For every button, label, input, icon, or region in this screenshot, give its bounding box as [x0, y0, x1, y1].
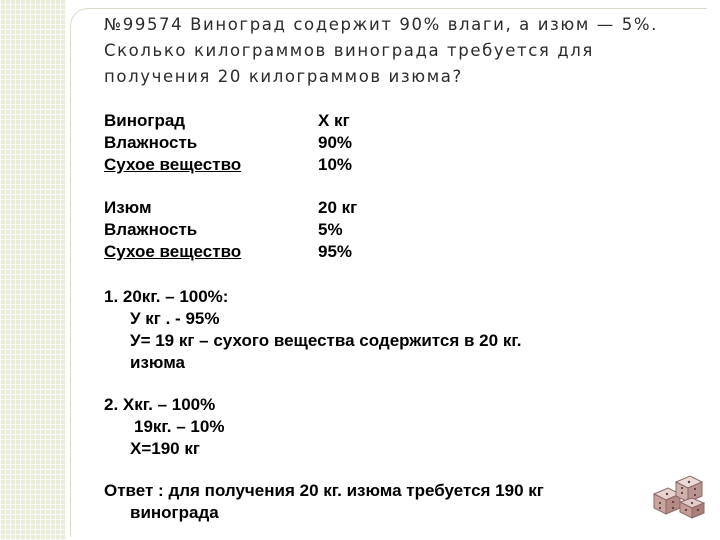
answer-line2: винограда: [130, 503, 219, 522]
decorative-grid-band: [0, 0, 66, 540]
step1-line4: изюма: [130, 353, 186, 372]
grapes-moisture-value: 90%: [318, 133, 353, 152]
step1-line1: 1. 20кг. – 100%:: [104, 287, 229, 306]
raisins-mass-value: 20 кг: [318, 198, 358, 217]
grapes-moisture-label: Влажность: [104, 133, 198, 152]
raisins-dry-matter-label: Сухое вещество: [104, 242, 242, 261]
raisins-moisture-value: 5%: [318, 220, 343, 239]
grapes-dry-matter-value: 10%: [318, 155, 353, 174]
problem-title: №99574 Виноград содержит 90% влаги, а изюм — 5%. Сколько килограммов винограда требуется для получения 20 килограммов изюма?: [104, 15, 658, 86]
step2-line3: Х=190 кг: [130, 439, 200, 458]
step2-line1: 2. Хкг. – 100%: [104, 395, 216, 414]
raisins-dry-matter-value: 95%: [318, 242, 353, 261]
raisins-label: Изюм: [104, 198, 152, 217]
grapes-label: Виноград: [104, 111, 186, 130]
step1-line3: У= 19 кг – сухого вещества содержится в 20 кг.: [130, 331, 522, 350]
dice-icon: [650, 472, 708, 520]
grapes-mass-value: Х кг: [318, 111, 350, 130]
answer-line1: Ответ : для получения 20 кг. изюма требуется 190 кг: [104, 481, 544, 500]
raisins-moisture-label: Влажность: [104, 220, 198, 239]
grapes-dry-matter-label: Сухое вещество: [104, 155, 242, 174]
step2-line2: 19кг. – 10%: [134, 417, 225, 436]
step1-line2: У кг . - 95%: [130, 309, 220, 328]
